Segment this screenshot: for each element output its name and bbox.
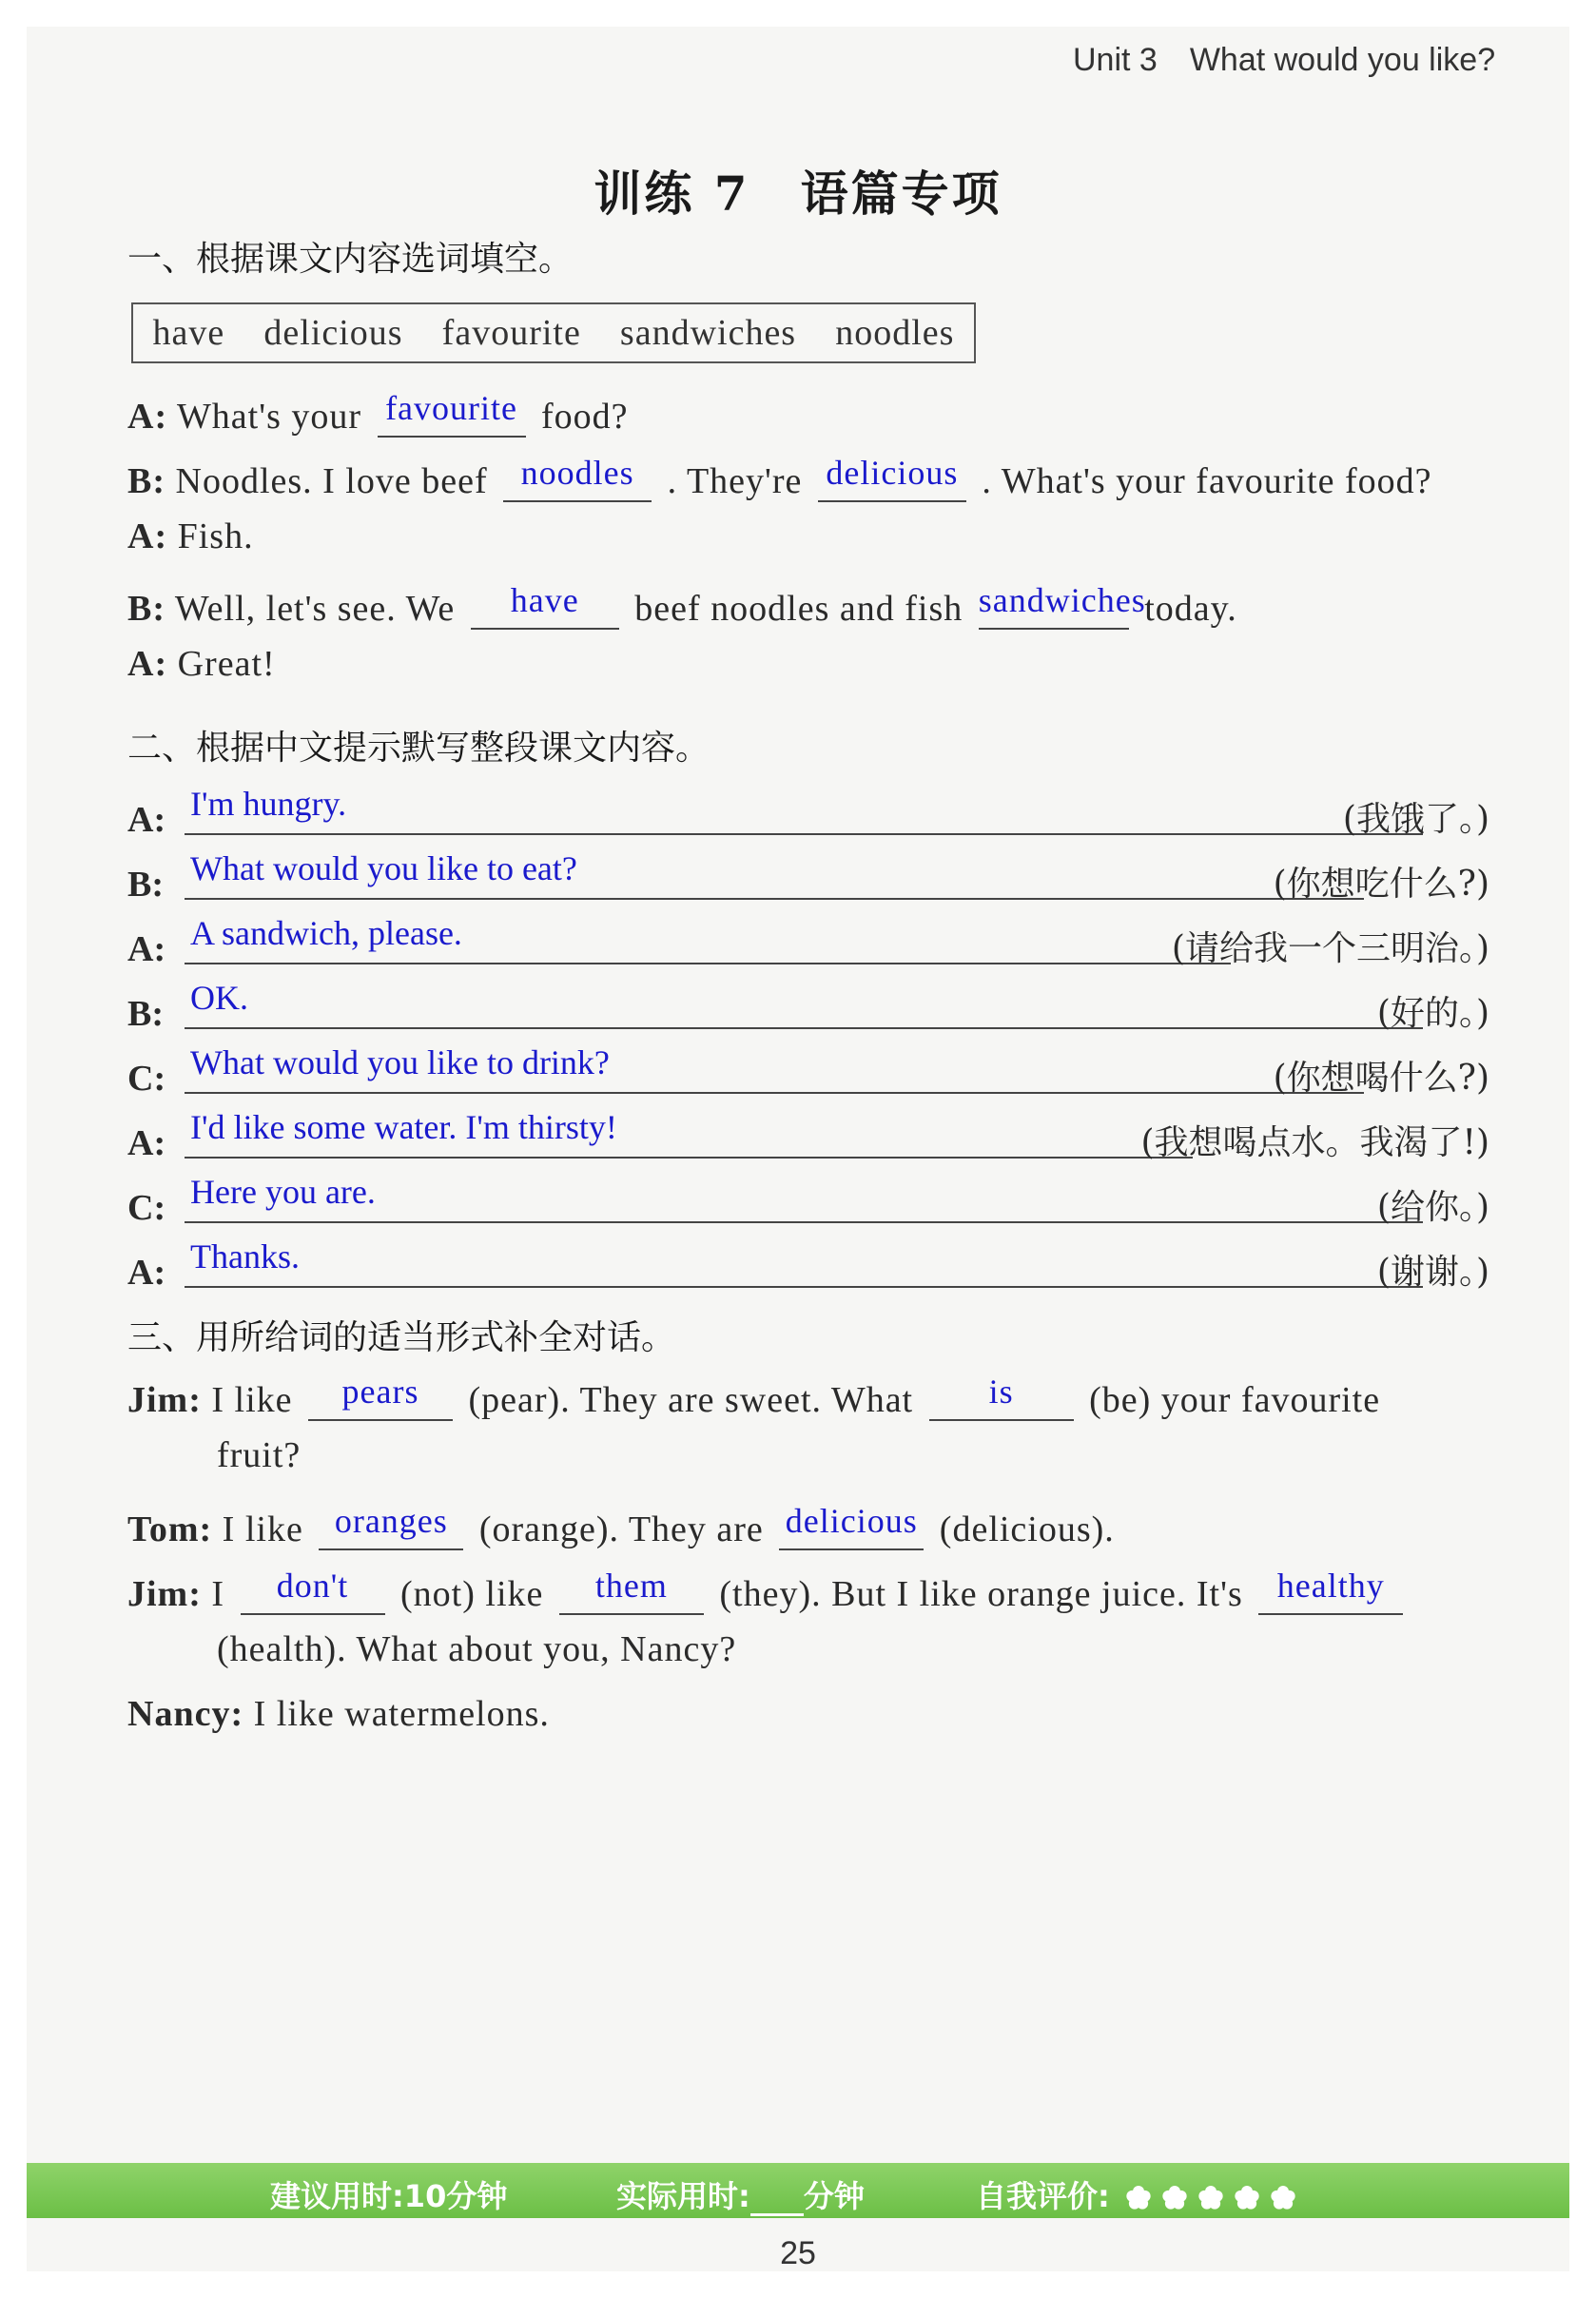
answer-blank[interactable] [929,1370,1074,1421]
answer-blank[interactable] [503,451,652,502]
dictation-blank[interactable] [185,974,1423,1029]
s1-line-2 [127,451,1431,510]
answer-text: have [510,581,579,619]
actual-time-blank[interactable] [750,2185,804,2216]
dictation-line [127,847,1489,906]
dictation-line [127,1235,1489,1294]
line-text: Fish. [177,516,254,556]
line-text: . What's your favourite food? [982,461,1432,501]
answer-text: pears [341,1373,419,1411]
line-text: . They're [667,461,803,501]
answer-text: healthy [1276,1567,1385,1605]
speaker-label: Nancy: [127,1694,244,1734]
speaker-label: A: [127,800,166,840]
answer-text: A sandwich, please. [190,914,462,952]
line-text: I [211,1574,225,1614]
speaker-label: A: [127,1123,166,1163]
speaker-label: C: [127,1188,166,1228]
line-text: (pear). They are sweet. What [468,1380,914,1420]
dictation-blank[interactable] [185,909,1231,964]
chinese-hint: (我想喝点水。我渴了!) [1140,1123,1489,1162]
line-text: (orange). They are [478,1509,764,1549]
line-text: Well, let's see. We [174,589,456,629]
line-text: (health). What about you, Nancy? [217,1629,737,1669]
line-text: I like watermelons. [253,1694,550,1734]
speaker-label: A: [127,1253,166,1293]
answer-blank[interactable] [818,451,966,502]
dictation-blank[interactable] [185,780,1423,835]
section1-heading: 一、根据课文内容选词填空。 [127,240,574,279]
line-text: I like [211,1380,293,1420]
word-bank-item: sandwiches [619,313,797,353]
s3-tom-line [127,1499,1115,1558]
speaker-label: A: [127,397,168,437]
flower-icon[interactable] [1233,2184,1261,2212]
answer-text: Thanks. [190,1237,300,1276]
footer-bar [27,2163,1569,2218]
dictation-line [127,1105,1489,1164]
answer-text: OK. [190,979,248,1017]
line-text: (not) like [400,1574,544,1614]
s1-line-3 [127,516,254,574]
speaker-label: A: [127,644,168,684]
word-bank-item: delicious [263,313,403,353]
answer-blank[interactable] [319,1499,463,1550]
speaker-label: B: [127,865,164,905]
answer-text: I'd like some water. I'm thirsty! [190,1108,617,1146]
answer-text: delicious [826,454,959,492]
speaker-label: C: [127,1059,166,1099]
answer-text: them [594,1567,668,1605]
dictation-line [127,911,1489,970]
answer-text: oranges [334,1502,448,1540]
line-text: food? [541,397,629,437]
chinese-hint: (好的。) [1376,994,1489,1033]
line-text: beef noodles and fish [634,589,963,629]
line-text: (be) your favourite [1089,1380,1381,1420]
flower-icon[interactable] [1160,2184,1189,2212]
chinese-hint: (给你。) [1376,1188,1489,1227]
speaker-label: A: [127,929,166,969]
answer-text: delicious [785,1502,918,1540]
dictation-line [127,782,1489,841]
word-bank [131,302,976,363]
dictation-blank[interactable] [185,1103,1193,1159]
speaker-label: B: [127,461,165,501]
dictation-line [127,1041,1489,1100]
answer-blank[interactable] [559,1564,704,1615]
s3-nancy-line [127,1693,550,1752]
answer-blank[interactable] [378,386,526,438]
s3-jim-line-1-cont [217,1434,301,1493]
speaker-label: A: [127,516,168,556]
speaker-label: B: [127,994,164,1034]
unit-topic: What would you like? [1189,42,1496,78]
line-text: (delicious). [939,1509,1115,1549]
chinese-hint: (请给我一个三明治。) [1171,929,1489,968]
line-text: fruit? [217,1435,302,1475]
line-text: I like [222,1509,303,1549]
actual-time-label: 实际用时: [616,2178,750,2214]
answer-text: favourite [385,389,517,427]
answer-text: don't [276,1567,349,1605]
speaker-label: Jim: [127,1380,202,1420]
answer-blank[interactable] [471,578,619,630]
answer-text: What would you like to drink? [190,1043,610,1081]
actual-time-unit: 分钟 [803,2178,865,2214]
self-eval-label: 自我评价: [976,2178,1110,2214]
section3-heading: 三、用所给词的适当形式补全对话。 [127,1318,676,1357]
chinese-hint: (我饿了。) [1342,800,1489,839]
answer-text: Here you are. [190,1173,376,1211]
speaker-label: B: [127,589,165,629]
s1-line-4 [127,578,1237,637]
s3-jim-line-2-cont [217,1628,736,1687]
answer-text: I'm hungry. [190,785,347,823]
answer-blank[interactable] [308,1370,453,1421]
line-text: Noodles. I love beef [175,461,488,501]
section2-heading: 二、根据中文提示默写整段课文内容。 [127,729,710,768]
answer-blank[interactable] [1258,1564,1403,1615]
page-header [1073,42,1495,79]
dictation-blank[interactable] [185,1039,1364,1094]
answer-blank[interactable] [978,578,1146,630]
chinese-hint: (谢谢。) [1376,1253,1489,1292]
s3-jim-line-1 [127,1370,1380,1429]
flower-icon[interactable] [1269,2184,1297,2212]
suggested-time: 建议用时:10分钟 [270,2178,508,2214]
rating-flowers [1120,2178,1301,2214]
actual-time [616,2172,865,2216]
line-text: (they). But I like orange juice. It's [719,1574,1243,1614]
chinese-hint: (你想喝什么?) [1273,1059,1489,1098]
dictation-blank[interactable] [185,1168,1423,1223]
s1-line-5 [127,643,276,702]
answer-text: What would you like to eat? [190,849,577,887]
dictation-blank[interactable] [185,845,1364,900]
self-evaluation [976,2172,1301,2216]
line-text: Great! [177,644,276,684]
word-bank-item: favourite [441,313,581,353]
page-title: 训练 7 语篇专项 [594,166,1002,222]
answer-text: is [988,1373,1014,1411]
line-text: What's your [176,397,362,437]
page-number: 25 [780,2235,816,2271]
s3-jim-line-2 [127,1564,1409,1623]
unit-label: Unit 3 [1073,42,1158,78]
answer-text: noodles [520,454,634,492]
flower-icon[interactable] [1197,2184,1225,2212]
flower-icon[interactable] [1124,2184,1153,2212]
word-bank-item: noodles [835,313,955,353]
chinese-hint: (你想吃什么?) [1273,865,1489,904]
dictation-line [127,976,1489,1035]
answer-text: sandwiches [978,581,1146,619]
dictation-blank[interactable] [185,1233,1423,1288]
speaker-label: Tom: [127,1509,213,1549]
dictation-line [127,1170,1489,1229]
word-bank-item: have [152,313,225,353]
s1-line-1 [127,386,629,445]
answer-blank[interactable] [779,1499,924,1550]
answer-blank[interactable] [241,1564,385,1615]
speaker-label: Jim: [127,1574,202,1614]
line-text: today. [1144,589,1237,629]
